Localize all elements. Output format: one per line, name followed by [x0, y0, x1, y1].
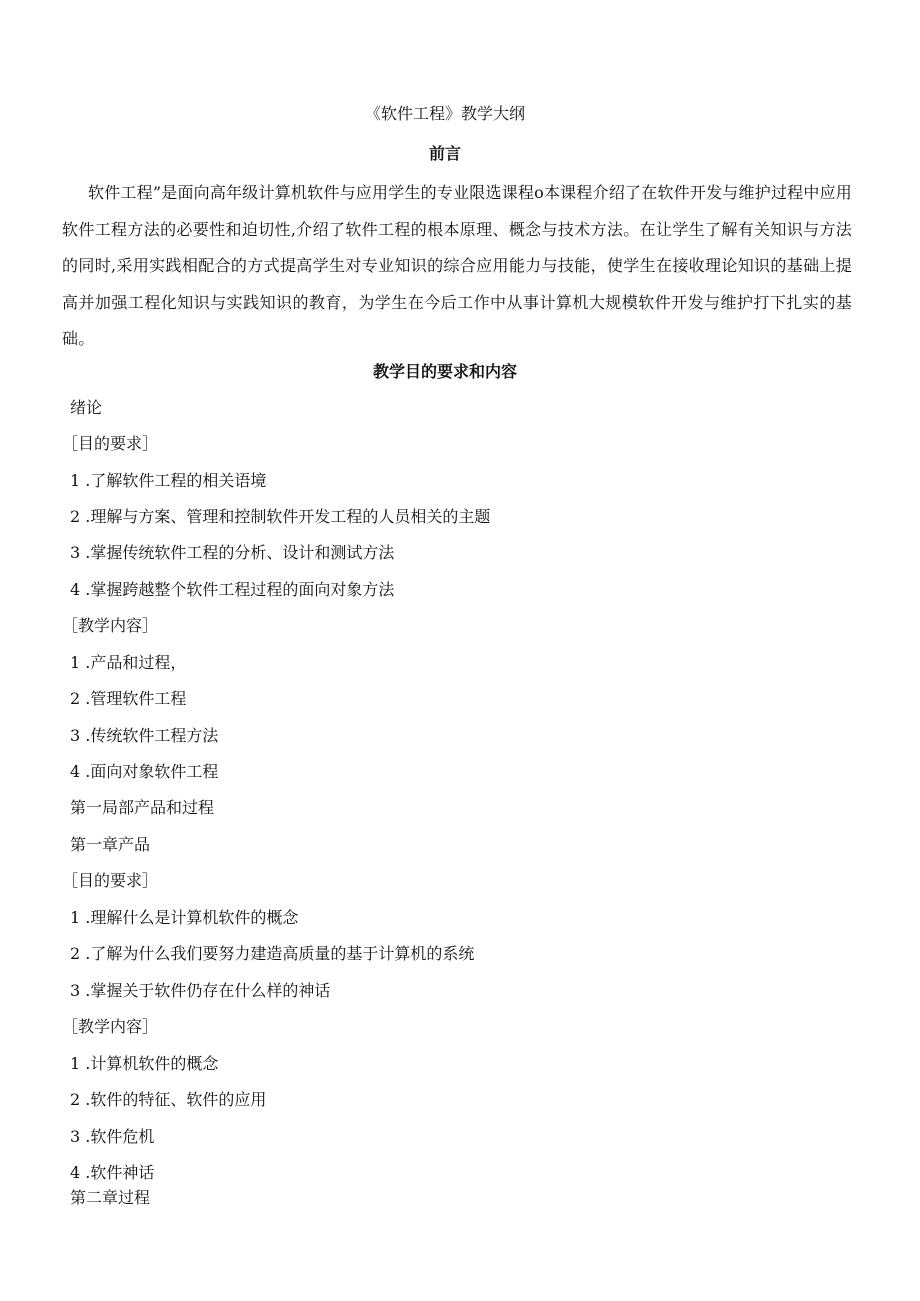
chapter1-content-item: 2 .软件的特征、软件的应用	[70, 1090, 267, 1109]
intro-req-item: 3 .掌握传统软件工程的分析、设计和测试方法	[70, 543, 395, 562]
intro-content-item: 2 .管理软件工程	[70, 689, 187, 708]
part1-heading: 第一局部产品和过程	[70, 798, 215, 817]
intro-content-item: 3 .传统软件工程方法	[70, 726, 219, 745]
intro-req-item: 1 .了解软件工程的相关语境	[70, 471, 267, 490]
intro-req-label: ［目的要求］	[62, 434, 159, 453]
document-title: 《软件工程》教学大纲	[364, 104, 525, 123]
chapter1-heading: 第一章产品	[70, 835, 151, 854]
intro-heading: 绪论	[70, 398, 103, 417]
chapter1-req-label: ［目的要求］	[62, 871, 159, 890]
intro-content-label: ［教学内容］	[62, 616, 159, 635]
chapter1-content-label: ［教学内容］	[62, 1017, 159, 1036]
chapter1-req-item: 3 .掌握关于软件仍存在什么样的神话	[70, 981, 331, 1000]
chapter1-content-item: 3 .软件危机	[70, 1127, 155, 1146]
preface-paragraph: 软件工程”是面向高年级计算机软件与应用学生的专业限选课程o本课程介绍了在软件开发与维护过程中应用软件工程方法的必要性和迫切性,介绍了软件工程的根本原理、概念与技术方法。在让学生了解有关知识与方法的同时,采用实践相配合的方式提高学生对专业知识的综合应用能力与技能，使学生在接收理论知识的基础上提高并加强工程化知识与实践知识的教育，为学生在今后工作中从事计算机大规模软件开发与维护打下扎实的基础。	[62, 183, 852, 348]
intro-req-item: 2 .理解与方案、管理和控制软件开发工程的人员相关的主题	[70, 507, 491, 526]
chapter1-content-item: 1 .计算机软件的概念	[70, 1054, 219, 1073]
intro-content-item: 4 .面向对象软件工程	[70, 762, 219, 781]
chapter1-content-item: 4 .软件神话	[70, 1163, 155, 1182]
preface-heading: 前言	[428, 144, 461, 163]
chapter1-req-item: 2 .了解为什么我们要努力建造高质量的基于计算机的系统	[70, 944, 475, 963]
chapter1-req-item: 1 .理解什么是计算机软件的概念	[70, 908, 299, 927]
intro-req-item: 4 .掌握跨越整个软件工程过程的面向对象方法	[70, 580, 395, 599]
chapter2-heading: 第二章过程	[70, 1188, 151, 1207]
objectives-heading: 教学目的要求和内容	[372, 362, 517, 381]
intro-content-item: 1 .产品和过程，	[70, 653, 187, 672]
